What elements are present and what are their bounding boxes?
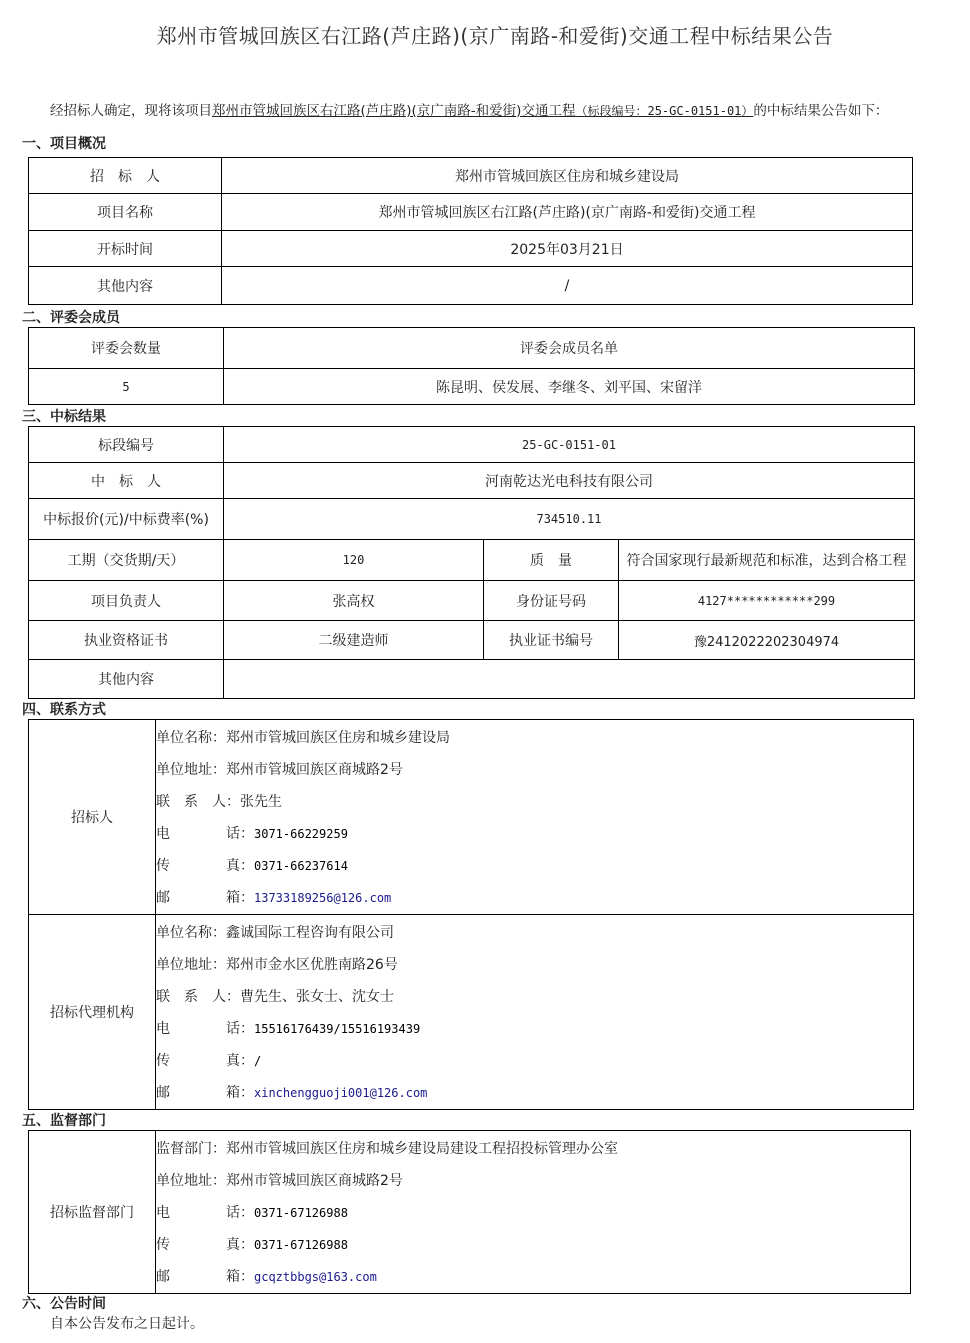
section-heading-supervision: 五、监督部门 <box>22 1113 106 1129</box>
field-label: 电 <box>156 1205 170 1221</box>
intro-paragraph <box>50 99 970 119</box>
price-label: 中标报价(元)/中标费率(%) <box>29 499 224 540</box>
agency-phone: 15516176439/15516193439 <box>254 1022 421 1036</box>
tenderer-contact-label: 招标人 <box>29 720 156 915</box>
field-label: 单位地址： <box>156 1173 226 1189</box>
manager-value: 张高权 <box>224 581 484 621</box>
supervision-email-link[interactable]: gcqztbbgs@163.com <box>254 1270 377 1284</box>
table-row <box>29 499 915 540</box>
agency-fax: / <box>254 1054 262 1068</box>
section-heading-overview: 一、项目概况 <box>22 136 106 152</box>
section-heading-committee: 二、评委会成员 <box>22 310 120 326</box>
tenderer-email-link[interactable]: 13733189256@126.com <box>254 891 392 905</box>
id-value: 4127************299 <box>619 581 915 621</box>
id-label: 身份证号码 <box>484 581 619 621</box>
field-label: 真： <box>226 1237 254 1253</box>
field-label: 话： <box>226 1205 254 1221</box>
field-label: 电 <box>156 826 170 842</box>
supervision-address: 郑州市管城回族区商城路2号 <box>226 1173 403 1189</box>
tenderer-value: 郑州市管城回族区住房和城乡建设局 <box>222 158 913 194</box>
tenderer-label: 招 标 人 <box>29 158 222 194</box>
winner-value: 河南乾达光电科技有限公司 <box>224 463 915 499</box>
contact-line <box>156 949 913 981</box>
supervision-label: 招标监督部门 <box>29 1131 156 1294</box>
field-label: 箱： <box>226 1269 254 1285</box>
field-label: 单位地址： <box>156 957 226 973</box>
field-label: 单位名称： <box>156 730 226 746</box>
agency-unit-name: 鑫诚国际工程咨询有限公司 <box>226 925 394 941</box>
committee-count: 5 <box>29 369 224 405</box>
table-row <box>29 267 913 305</box>
bid-no-value: 25-GC-0151-01 <box>224 427 915 463</box>
field-label: 联 系 人： <box>156 794 240 810</box>
table-row <box>29 194 913 231</box>
result-other-value <box>224 660 915 699</box>
section-heading-notice-time: 六、公告时间 <box>22 1296 106 1312</box>
table-row <box>29 158 913 194</box>
field-label: 箱： <box>226 890 254 906</box>
tenderer-contact-person: 张先生 <box>240 794 282 810</box>
cert-value: 二级建造师 <box>224 621 484 660</box>
field-label: 传 <box>156 1053 170 1069</box>
cert-label: 执业资格证书 <box>29 621 224 660</box>
field-label: 话： <box>226 826 254 842</box>
other-value: / <box>222 267 913 305</box>
table-row <box>29 1131 911 1294</box>
tenderer-phone: 3071-66229259 <box>254 827 348 841</box>
agency-contact-person: 曹先生、张女士、沈女士 <box>240 989 394 1005</box>
agency-contact-label: 招标代理机构 <box>29 915 156 1110</box>
winner-label: 中 标 人 <box>29 463 224 499</box>
overview-table <box>28 157 913 305</box>
supervision-phone: 0371-67126988 <box>254 1206 348 1220</box>
intro-suffix: 的中标结果公告如下： <box>753 103 889 119</box>
open-time-value: 2025年03月21日 <box>222 231 913 267</box>
tenderer-unit-name: 郑州市管城回族区住房和城乡建设局 <box>226 730 450 746</box>
table-row <box>29 463 915 499</box>
agency-address: 郑州市金水区优胜南路26号 <box>226 957 398 973</box>
contact-line <box>156 754 913 786</box>
field-label: 邮 <box>156 1269 170 1285</box>
field-label: 箱： <box>226 1085 254 1101</box>
table-row <box>29 328 915 369</box>
bid-no-label: 标段编号 <box>29 427 224 463</box>
quality-value: 符合国家现行最新规范和标准，达到合格工程 <box>619 540 915 581</box>
result-other-label: 其他内容 <box>29 660 224 699</box>
cert-no-value: 豫2412022202304974 <box>619 621 915 660</box>
period-value: 120 <box>224 540 484 581</box>
supervision-fax: 0371-67126988 <box>254 1238 348 1252</box>
field-label: 监督部门： <box>156 1141 226 1157</box>
tenderer-contact-details <box>156 720 914 915</box>
table-row <box>29 621 915 660</box>
field-label: 联 系 人： <box>156 989 240 1005</box>
price-value: 734510.11 <box>224 499 915 540</box>
committee-members: 陈昆明、侯发展、李继冬、刘平国、宋留洋 <box>224 369 915 405</box>
table-row <box>29 915 914 1110</box>
open-time-label: 开标时间 <box>29 231 222 267</box>
table-row <box>29 720 914 915</box>
supervision-table <box>28 1130 911 1294</box>
contact-line <box>156 1045 913 1077</box>
cert-no-label: 执业证书编号 <box>484 621 619 660</box>
field-label: 真： <box>226 858 254 874</box>
tenderer-address: 郑州市管城回族区商城路2号 <box>226 762 403 778</box>
supervision-details <box>156 1131 911 1294</box>
intro-project-name: 郑州市管城回族区右江路(芦庄路)(京广南路-和爱街)交通工程 <box>212 103 576 119</box>
table-row <box>29 427 915 463</box>
contact-line <box>156 720 913 754</box>
tenderer-fax: 0371-66237614 <box>254 859 348 873</box>
field-label: 真： <box>226 1053 254 1069</box>
contact-line <box>156 981 913 1013</box>
contact-line <box>156 1229 910 1261</box>
section-heading-result: 三、中标结果 <box>22 409 106 425</box>
period-label: 工期（交货期/天） <box>29 540 224 581</box>
agency-email-link[interactable]: xinchengguoji001@126.com <box>254 1086 428 1100</box>
contact-line <box>156 1013 913 1045</box>
field-label: 话： <box>226 1021 254 1037</box>
field-label: 邮 <box>156 1085 170 1101</box>
field-label: 传 <box>156 858 170 874</box>
committee-table <box>28 327 915 405</box>
section-heading-contact: 四、联系方式 <box>22 702 106 718</box>
contact-table <box>28 719 914 1110</box>
result-table <box>28 426 915 699</box>
intro-prefix: 经招标人确定，现将该项目 <box>50 103 212 119</box>
contact-line <box>156 1077 913 1109</box>
contact-line <box>156 786 913 818</box>
supervision-dept: 郑州市管城回族区住房和城乡建设局建设工程招投标管理办公室 <box>226 1141 618 1157</box>
other-label: 其他内容 <box>29 267 222 305</box>
project-name-value: 郑州市管城回族区右江路(芦庄路)(京广南路-和爱街)交通工程 <box>222 194 913 231</box>
table-row <box>29 660 915 699</box>
page-title: 郑州市管城回族区右江路(芦庄路)(京广南路-和爱街)交通工程中标结果公告 <box>156 24 834 48</box>
committee-list-header: 评委会成员名单 <box>224 328 915 369</box>
field-label: 单位地址： <box>156 762 226 778</box>
intro-bid-number: 25-GC-0151-01 <box>647 104 742 118</box>
table-row <box>29 369 915 405</box>
table-row <box>29 231 913 267</box>
field-label: 邮 <box>156 890 170 906</box>
field-label: 传 <box>156 1237 170 1253</box>
contact-line <box>156 818 913 850</box>
contact-line <box>156 1131 910 1165</box>
contact-line <box>156 850 913 882</box>
table-row <box>29 581 915 621</box>
manager-label: 项目负责人 <box>29 581 224 621</box>
table-row <box>29 540 915 581</box>
contact-line <box>156 882 913 914</box>
quality-label: 质 量 <box>484 540 619 581</box>
field-label: 电 <box>156 1021 170 1037</box>
notice-time-text: 自本公告发布之日起计。 <box>50 1316 204 1332</box>
committee-count-header: 评委会数量 <box>29 328 224 369</box>
contact-line <box>156 1197 910 1229</box>
intro-bid-close: ） <box>741 104 754 118</box>
contact-line <box>156 1261 910 1293</box>
contact-line <box>156 915 913 949</box>
agency-contact-details <box>156 915 914 1110</box>
project-name-label: 项目名称 <box>29 194 222 231</box>
contact-line <box>156 1165 910 1197</box>
field-label: 单位名称： <box>156 925 226 941</box>
intro-bid-label: （标段编号： <box>575 104 648 118</box>
